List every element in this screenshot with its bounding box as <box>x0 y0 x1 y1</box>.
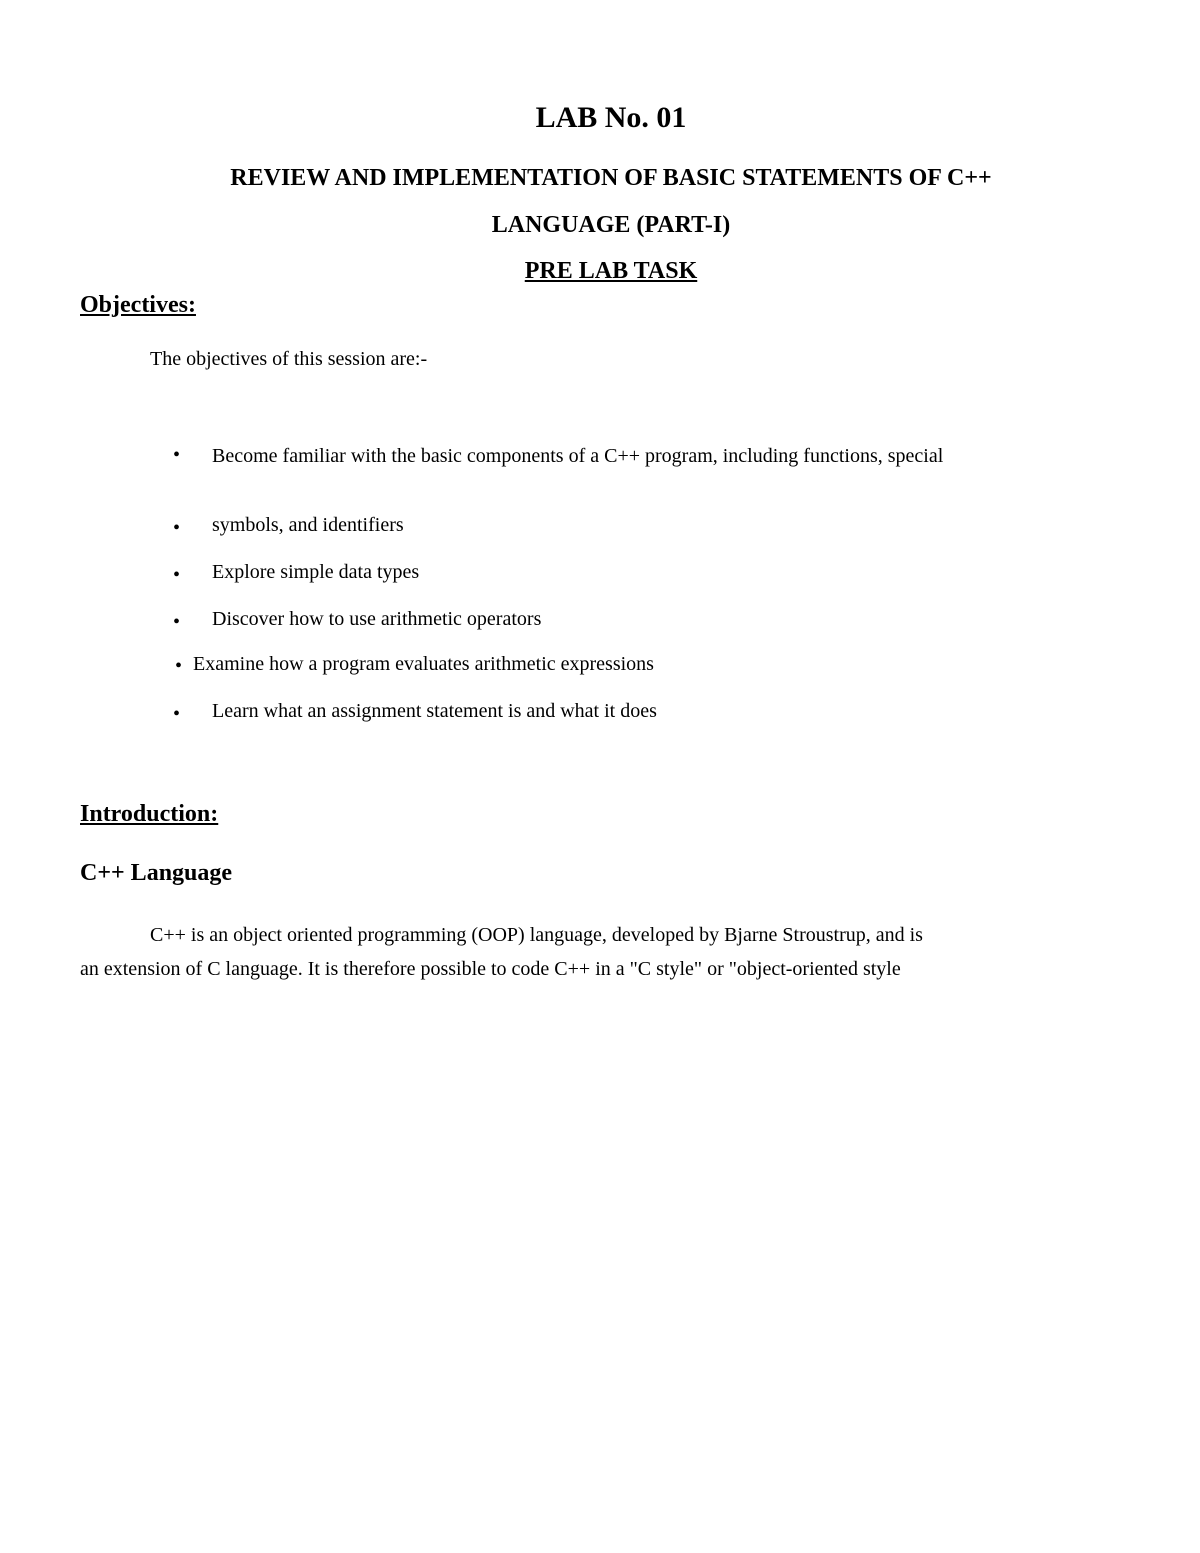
bullet-icon: • <box>173 564 181 586</box>
objective-item-1: Become familiar with the basic components of a C++ program, including functions, special <box>212 445 944 467</box>
lab-title: LAB No. 01 <box>535 101 687 134</box>
objective-item-3: Explore simple data types <box>212 561 420 583</box>
subtitle-line-1: REVIEW AND IMPLEMENTATION OF BASIC STATEMENTS OF C++ <box>230 165 992 191</box>
pre-lab-heading: PRE LAB TASK <box>524 258 698 284</box>
objectives-lead: The objectives of this session are:- <box>150 348 428 370</box>
bullet-icon: • <box>173 517 181 539</box>
cpp-language-heading: C++ Language <box>80 860 233 886</box>
objective-item-2: symbols, and identifiers <box>212 514 404 536</box>
bullet-icon: • <box>173 444 181 466</box>
objective-item-4: Discover how to use arithmetic operators <box>212 608 542 630</box>
subtitle-line-2: LANGUAGE (PART-I) <box>491 212 731 238</box>
introduction-heading: Introduction: <box>80 801 219 827</box>
intro-paragraph-line-1: C++ is an object oriented programming (OOP) language, developed by Bjarne Stroustrup, and is <box>150 924 923 946</box>
bullet-icon: • <box>173 703 181 725</box>
intro-paragraph-line-2: an extension of C language. It is therefore possible to code C++ in a "C style" or "object-oriented style <box>80 958 901 980</box>
bullet-icon: • <box>175 655 183 677</box>
objective-item-6: Learn what an assignment statement is and what it does <box>212 700 657 722</box>
bullet-icon: • <box>173 611 181 633</box>
objectives-heading: Objectives: <box>80 292 196 318</box>
objective-item-5: Examine how a program evaluates arithmetic expressions <box>193 653 654 675</box>
